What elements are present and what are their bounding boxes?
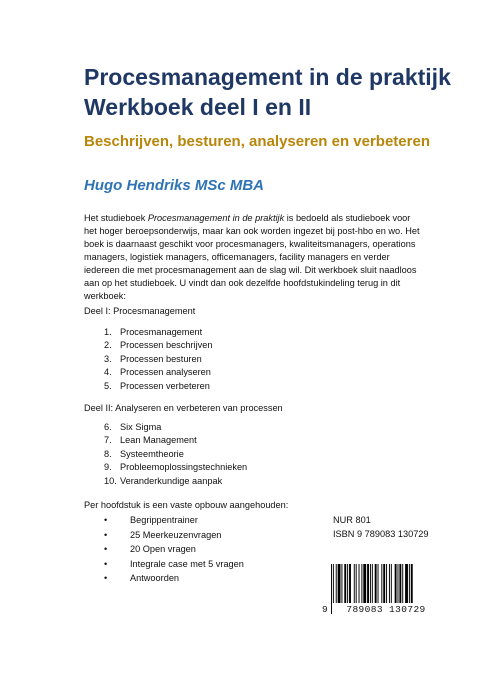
list-item-number: 4. (104, 367, 112, 378)
list-item-label: Lean Management (120, 435, 197, 446)
list-item-label: Procesmanagement (120, 327, 203, 337)
deel-2-list (84, 421, 324, 488)
barcode-bar (386, 564, 387, 608)
list-item-label: Processen verbeteren (120, 380, 210, 391)
barcode-bar (356, 564, 357, 608)
list-item (84, 421, 324, 434)
list-item (84, 339, 324, 352)
barcode-bar (363, 564, 366, 608)
intro-part-1: Het studieboek (84, 213, 148, 223)
bullet-icon: • (104, 544, 108, 555)
list-item (84, 475, 324, 488)
barcode-bar (383, 564, 385, 608)
barcode-bar (347, 564, 348, 608)
list-item-number: 5. (104, 380, 112, 391)
opbouw-heading: Per hoofdstuk is een vaste opbouw aangehouden: (84, 500, 289, 510)
list-item-label: Antwoorden (130, 573, 180, 584)
list-item-label: 20 Open vragen (130, 544, 196, 555)
barcode-bar (344, 564, 346, 608)
deel-1-list (84, 326, 324, 393)
intro-part-2: is bedoeld als studieboek voor het hoger beroepsonderwijs, maar kan ook worden ingezet bij post-hbo en wo. Het boek is daarnaast geschikt voor procesmanagers, kwaliteitsmanagers, operations managers, logistiek managers, officemanagers, facility managers en verder iedereen die met procesmanagement aan de slag wil. Dit werkboek sluit naadloos aan op het studieboek. U vindt dan ook dezelfde hoofdstukindeling terug in dit werkboek: (84, 213, 420, 301)
barcode-bar (389, 564, 390, 608)
deel-1-heading: Deel I: Procesmanagement (84, 306, 196, 316)
barcode-bar (378, 564, 379, 608)
list-item (84, 353, 324, 366)
isbn-code: ISBN 9 789083 130729 (333, 529, 429, 539)
bullet-icon: • (104, 515, 108, 525)
list-item (84, 513, 324, 528)
book-subtitle: Beschrijven, besturen, analyseren en verbeteren (84, 133, 430, 150)
list-item-number: 3. (104, 353, 112, 364)
list-item-label: Processen analyseren (120, 367, 211, 378)
list-item (84, 326, 324, 339)
list-item-label: Integrale case met 5 vragen (130, 558, 244, 569)
barcode-bar (375, 564, 377, 608)
deel-2-heading: Deel II: Analyseren en verbeteren van processen (84, 403, 283, 413)
barcode-bar (336, 564, 337, 608)
barcode-bar (367, 564, 369, 608)
list-item-label: Processen besturen (120, 353, 202, 364)
list-item-number: 2. (104, 340, 112, 351)
list-item-label: Begrippentrainer (130, 515, 198, 525)
list-item (84, 542, 324, 557)
nur-code: NUR 801 (333, 515, 371, 525)
barcode-bar (370, 564, 371, 608)
list-item (84, 461, 324, 474)
barcode-bar (359, 564, 360, 608)
list-item (84, 557, 324, 572)
intro-paragraph (84, 212, 424, 303)
book-title (84, 62, 464, 122)
opbouw-list (84, 513, 324, 586)
list-item-label: Processen beschrijven (120, 340, 213, 351)
list-item (84, 528, 324, 543)
title-line-1: Procesmanagement in de praktijk (84, 64, 451, 90)
list-item (84, 366, 324, 379)
list-item-number: 10. (104, 475, 117, 486)
barcode-number (322, 603, 440, 616)
intro-book-title: Procesmanagement in de praktijk (147, 213, 285, 223)
list-item (84, 434, 324, 447)
list-item-label: Systeemtheorie (120, 448, 184, 459)
list-item-label: 25 Meerkeuzenvragen (130, 529, 222, 540)
barcode-bar (405, 564, 408, 608)
barcode-bar (361, 564, 362, 608)
bullet-icon: • (104, 573, 108, 584)
list-item-number: 8. (104, 448, 112, 459)
barcode-bar (399, 564, 401, 608)
list-item (84, 448, 324, 461)
list-item-label: Veranderkundige aanpak (120, 475, 223, 486)
list-item-number: 6. (104, 422, 112, 432)
barcode-bar (391, 564, 392, 608)
list-item-number: 9. (104, 462, 112, 473)
barcode-bar (354, 564, 355, 608)
barcode-digits: 789083 130729 (332, 603, 440, 616)
barcode-bar (398, 564, 399, 608)
list-item-number: 1. (104, 327, 112, 337)
bullet-icon: • (104, 529, 108, 540)
barcode-bar (349, 564, 351, 608)
author-name: Hugo Hendriks MSc MBA (84, 177, 265, 194)
list-item-number: 7. (104, 435, 112, 446)
barcode-bar (395, 564, 397, 608)
barcode-bar (402, 564, 403, 608)
barcode-bar (341, 564, 342, 608)
title-line-2: Werkboek deel I en II (84, 94, 312, 120)
barcode-first-digit: 9 (322, 604, 328, 615)
barcode-bar (338, 564, 341, 608)
list-item (84, 571, 324, 586)
list-item-label: Probleemoplossingstechnieken (120, 462, 248, 473)
bullet-icon: • (104, 558, 108, 569)
barcode-bar (381, 564, 382, 608)
list-item (84, 380, 324, 393)
list-item-label: Six Sigma (120, 422, 162, 432)
